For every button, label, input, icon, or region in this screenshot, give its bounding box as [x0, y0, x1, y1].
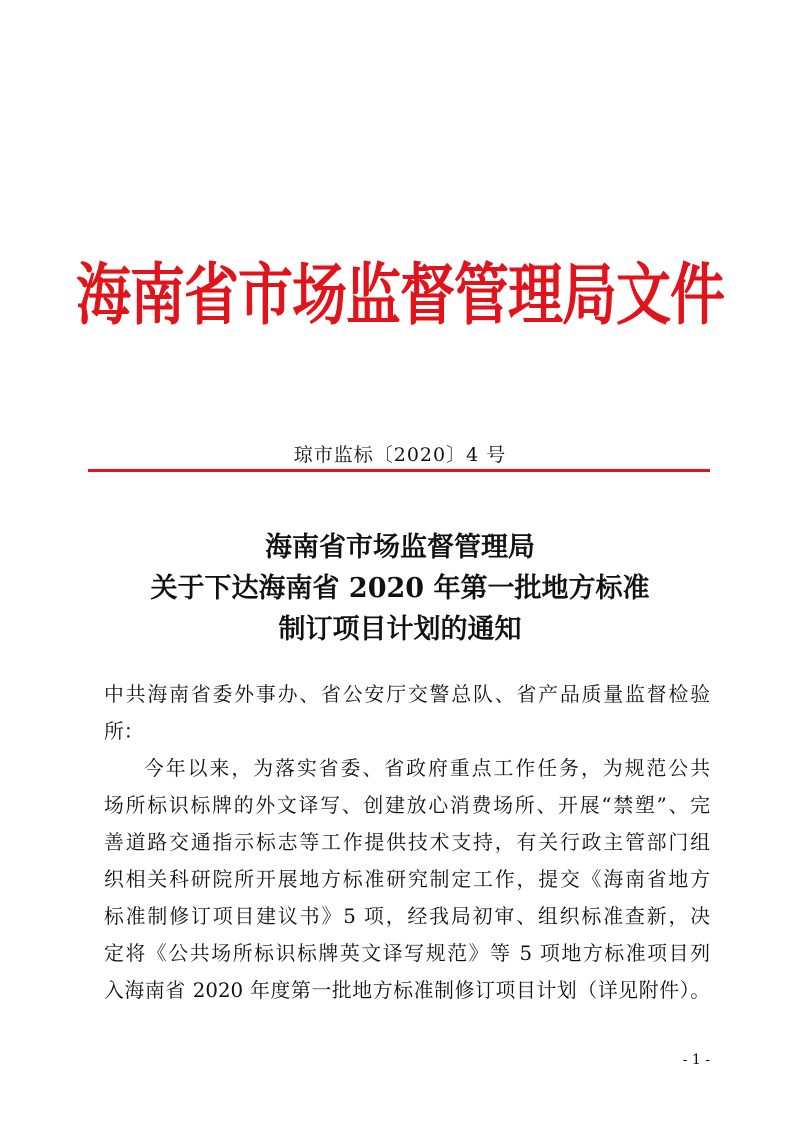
- paragraph-line: 织相关科研院所开展地方标准研究制定工作，提交《海南省地方: [104, 868, 710, 891]
- paragraph-line: 入海南省 2020 年度第一批地方标准制修订项目计划（详见附件）。: [104, 979, 710, 1002]
- title-line: 制订项目计划的通知: [278, 614, 522, 645]
- recipients-line: 所：: [104, 720, 144, 743]
- title-line: 海南省市场监督管理局: [265, 532, 535, 563]
- red-divider-line: [88, 469, 710, 472]
- notice-title: [0, 527, 800, 650]
- body-text: [104, 676, 710, 1009]
- page-number: - 1 -: [682, 1052, 710, 1068]
- paragraph-line: 今年以来，为落实省委、省政府重点工作任务，为规范公共: [144, 757, 710, 780]
- title-line: 关于下达海南省 2020 年第一批地方标准: [150, 573, 650, 604]
- document-number: 琼市监标〔2020〕4 号: [293, 444, 507, 466]
- recipients-line: 中共海南省委外事办、省公安厅交警总队、省产品质量监督检验: [104, 683, 710, 706]
- masthead-title: 海南省市场监督管理局文件: [75, 255, 724, 334]
- paragraph-line: 善道路交通指示标志等工作提供技术支持，有关行政主管部门组: [104, 831, 710, 854]
- paragraph-line: 定将《公共场所标识标牌英文译写规范》等 5 项地方标准项目列: [104, 942, 710, 965]
- paragraph-line: 标准制修订项目建议书》5 项，经我局初审、组织标准查新，决: [104, 905, 710, 928]
- paragraph-line: 场所标识标牌的外文译写、创建放心消费场所、开展“禁塑”、完: [104, 794, 710, 817]
